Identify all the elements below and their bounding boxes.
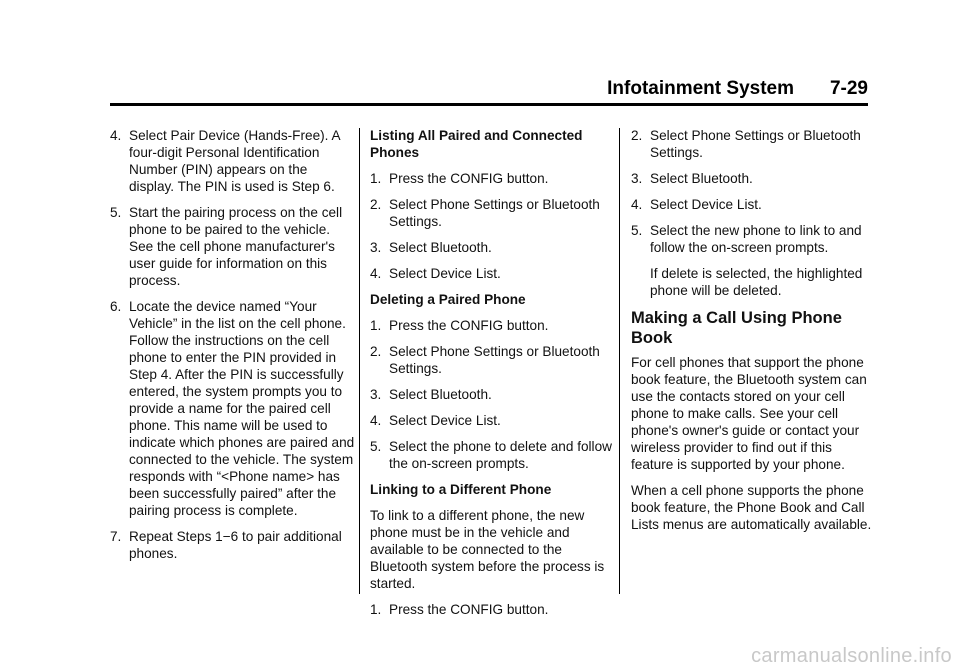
step-number: 5.: [110, 205, 122, 220]
step-text: Select Device List.: [389, 413, 501, 428]
step-item: [370, 601, 615, 618]
column-2: [370, 127, 615, 627]
step-number: 3.: [370, 387, 382, 402]
step-text: Select Device List.: [389, 266, 501, 281]
step-number: 3.: [631, 171, 643, 186]
column-divider: [619, 128, 620, 594]
step-text: Select Bluetooth.: [389, 387, 492, 402]
section-title-header: Infotainment System: [607, 78, 794, 99]
step-note: If delete is selected, the highlighted phone will be deleted.: [650, 266, 863, 298]
step-number: 5.: [370, 439, 382, 454]
step-text: Press the CONFIG button.: [389, 318, 549, 333]
step-text: Select the phone to delete and follow the on-screen prompts.: [389, 439, 612, 471]
step-item: [370, 412, 615, 429]
subheading-linking: Linking to a Different Phone: [370, 482, 552, 497]
step-item: [631, 170, 876, 187]
step-number: 1.: [370, 602, 382, 617]
step-number: 7.: [110, 529, 122, 544]
step-number: 4.: [110, 128, 122, 143]
step-number: 4.: [370, 266, 382, 281]
step-number: 2.: [370, 197, 382, 212]
step-text: Locate the device named “Your Vehicle” in the list on the cell phone. Follow the instructions on the cell phone to enter the PIN provided in Step 4. After the PIN is successfully entered, the system prompts you to provide a name for the paired cell phone. This name will be used to indicate which phones are paired and connected to the vehicle. The system responds with “<Phone name> has been successfully paired” after the pairing process is complete.: [129, 299, 355, 518]
column-1: [110, 127, 355, 571]
step-item: [631, 222, 876, 256]
step-number: 1.: [370, 318, 382, 333]
step-number: 5.: [631, 223, 643, 238]
step-number: 3.: [370, 240, 382, 255]
watermark: carmanualsonline.info: [751, 645, 952, 667]
step-item: [110, 127, 355, 195]
subheading-listing: Listing All Paired and Connected Phones: [370, 128, 583, 160]
step-number: 2.: [370, 344, 382, 359]
step-item: [370, 386, 615, 403]
step-text: Press the CONFIG button.: [389, 602, 549, 617]
step-text: Start the pairing process on the cell phone to be paired to the vehicle. See the cell phone manufacturer's user guide for information on this process.: [129, 205, 343, 288]
paragraph: To link to a different phone, the new phone must be in the vehicle and available to be connected to the Bluetooth system before the process is started.: [370, 508, 605, 591]
step-item: [370, 317, 615, 334]
step-number: 6.: [110, 299, 122, 314]
step-number: 4.: [631, 197, 643, 212]
step-text: Select Bluetooth.: [389, 240, 492, 255]
step-text: Select the new phone to link to and follow the on-screen prompts.: [650, 223, 862, 255]
step-item: [631, 127, 876, 161]
step-text: Press the CONFIG button.: [389, 171, 549, 186]
step-number: 1.: [370, 171, 382, 186]
step-item: [370, 438, 615, 472]
step-item: [370, 196, 615, 230]
step-item: [370, 343, 615, 377]
step-text: Select Device List.: [650, 197, 762, 212]
step-item: [631, 196, 876, 213]
step-item: [110, 204, 355, 289]
step-number: 2.: [631, 128, 643, 143]
column-3: [631, 127, 876, 542]
step-text: Repeat Steps 1−6 to pair additional phones.: [129, 529, 342, 561]
step-text: Select Phone Settings or Bluetooth Settings.: [650, 128, 861, 160]
subheading-deleting: Deleting a Paired Phone: [370, 292, 526, 307]
section-heading: Making a Call Using Phone Book: [631, 309, 842, 347]
page-header: [110, 78, 868, 106]
step-item: [370, 170, 615, 187]
step-number: 4.: [370, 413, 382, 428]
step-text: Select Phone Settings or Bluetooth Settings.: [389, 344, 600, 376]
step-item: [370, 239, 615, 256]
step-item: [110, 528, 355, 562]
step-text: Select Phone Settings or Bluetooth Settings.: [389, 197, 600, 229]
paragraph: For cell phones that support the phone book feature, the Bluetooth system can use the contacts stored on your cell phone to make calls. See your cell phone's owner's guide or contact your wireless provider to find out if this feature is supported by your phone.: [631, 355, 867, 472]
step-text: Select Pair Device (Hands-Free). A four-digit Personal Identification Number (PIN) appears on the display. The PIN is used is Step 6.: [129, 128, 340, 194]
paragraph: When a cell phone supports the phone book feature, the Phone Book and Call Lists menus are automatically available.: [631, 483, 872, 532]
step-text: Select Bluetooth.: [650, 171, 753, 186]
step-item: [110, 298, 355, 519]
step-item: [370, 265, 615, 282]
column-divider: [359, 128, 360, 594]
page-number: 7-29: [829, 78, 868, 99]
